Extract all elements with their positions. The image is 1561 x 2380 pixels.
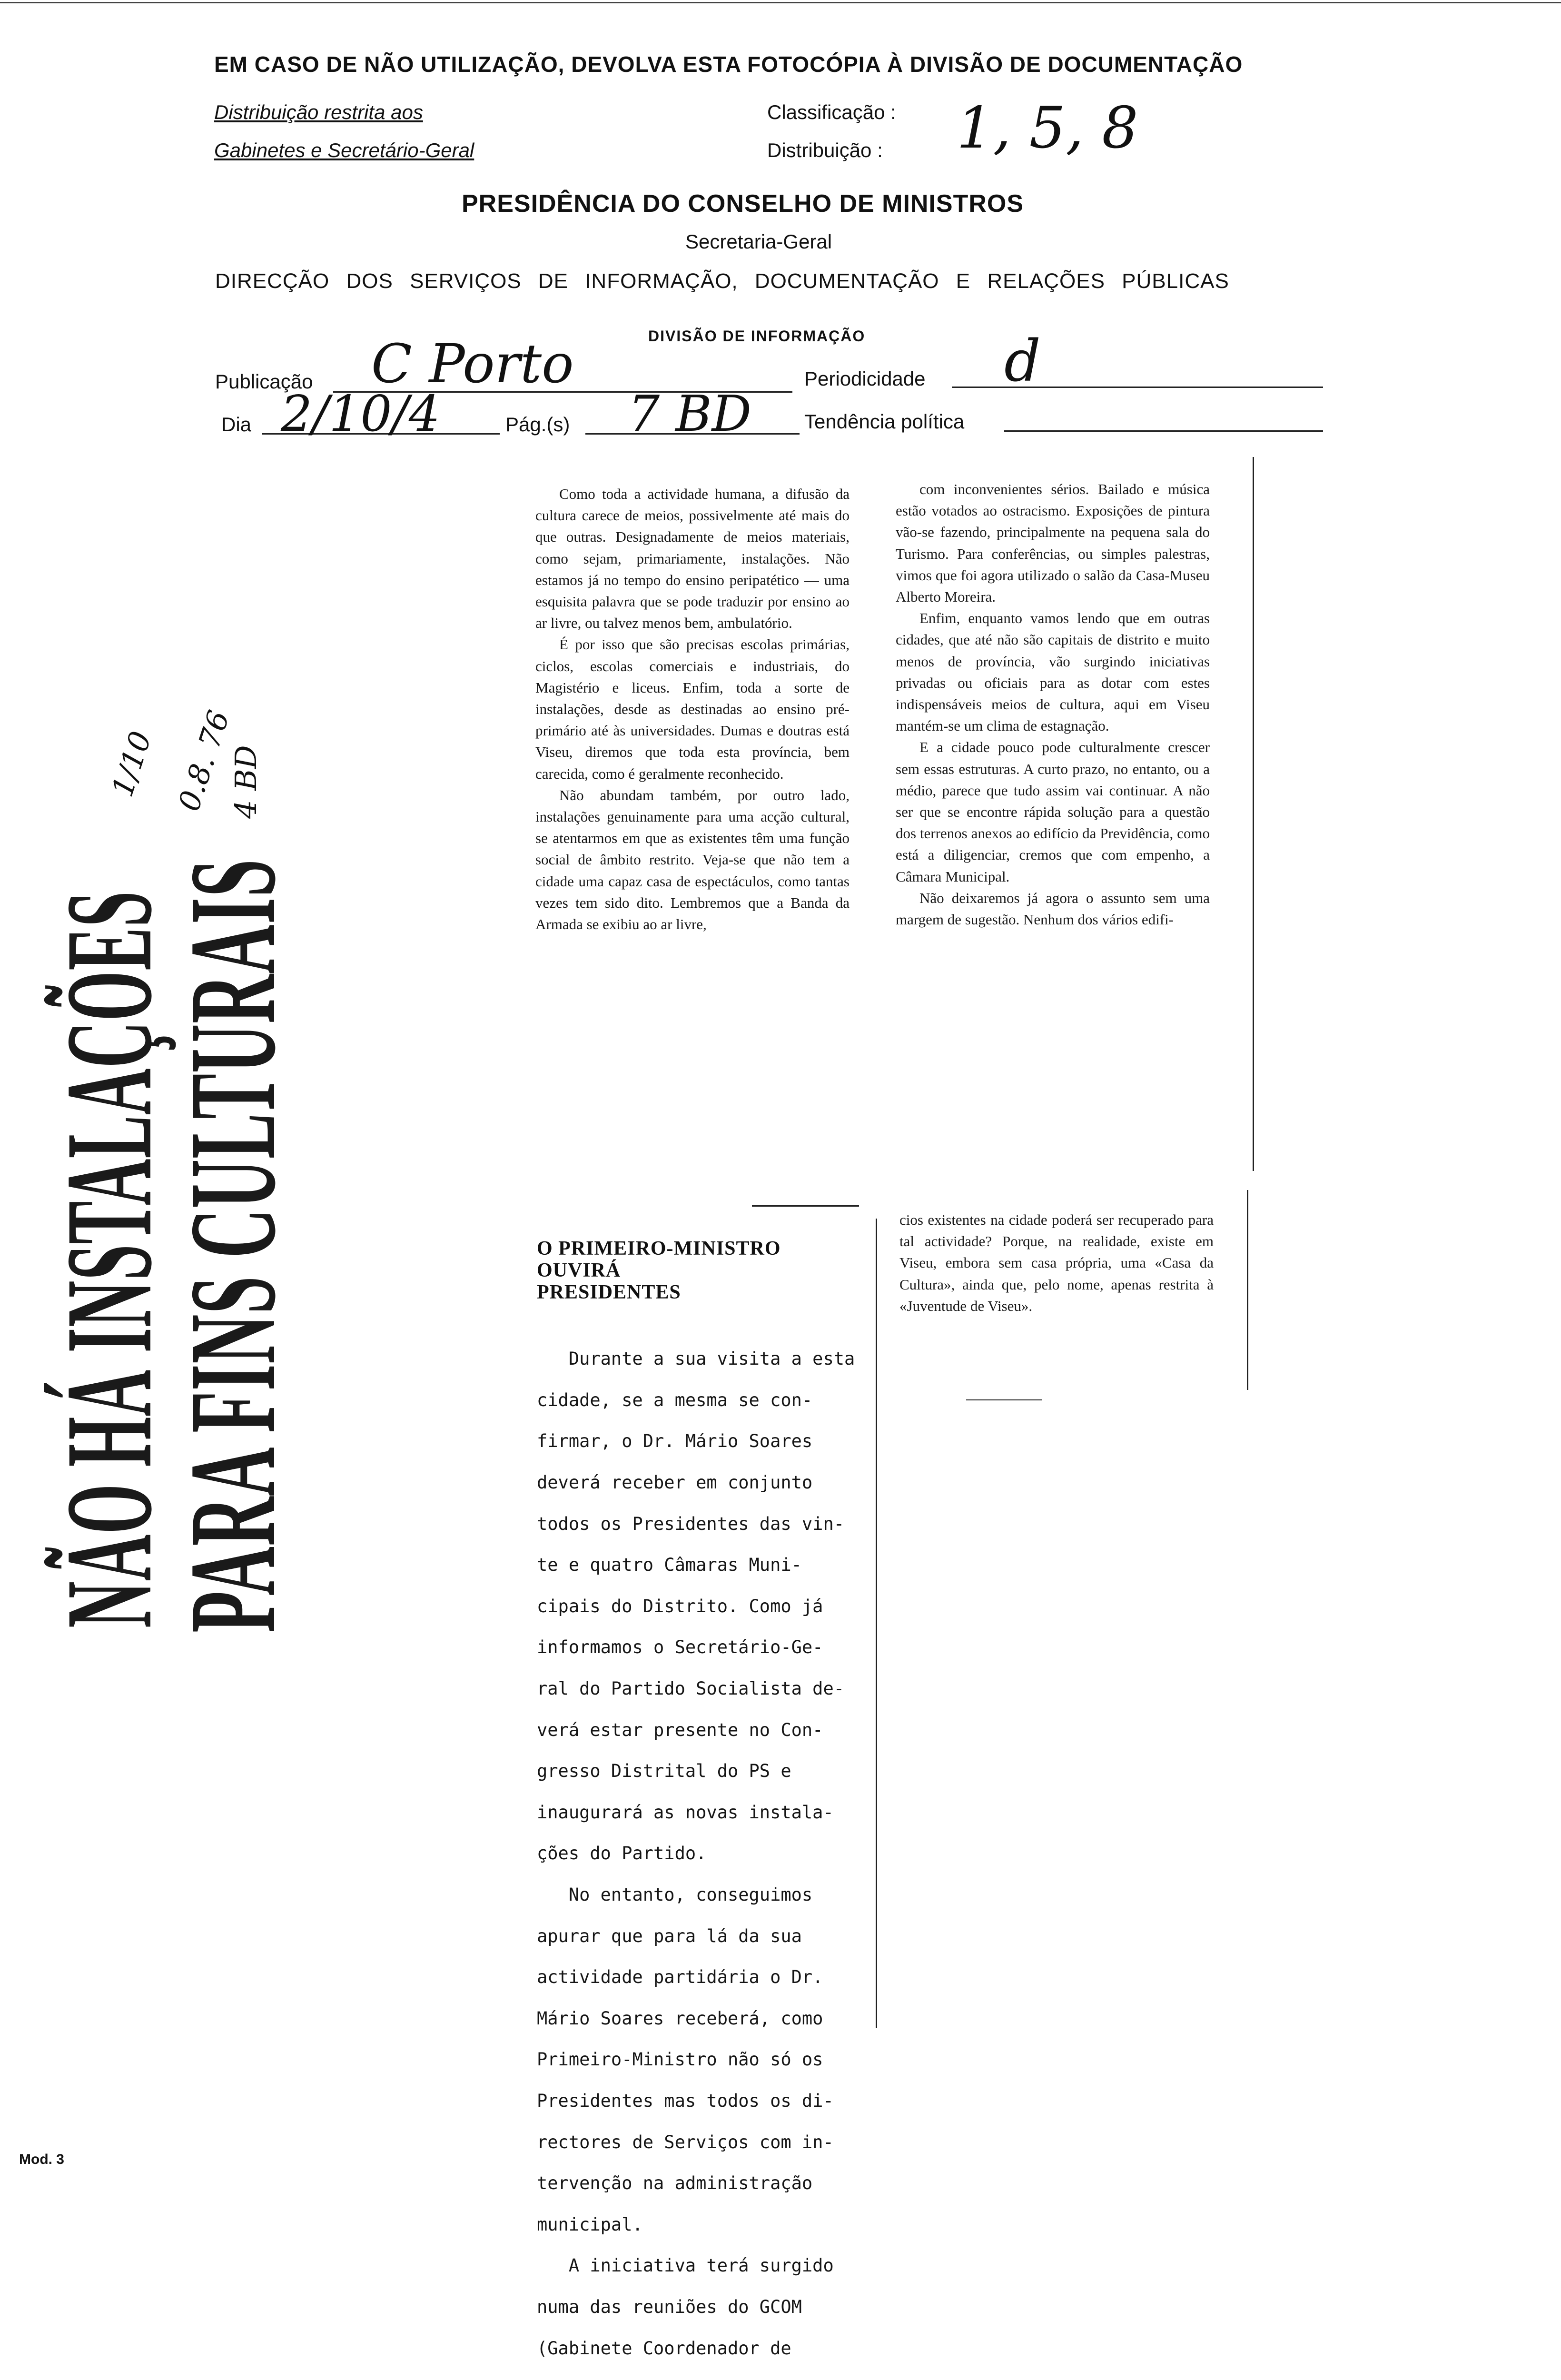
article2-line: municipal. (537, 2214, 643, 2235)
restricted-distribution-line2: Gabinetes e Secretário-Geral (214, 139, 474, 161)
form-code: Mod. 3 (19, 2152, 64, 2167)
article2-line: A iniciativa terá surgido (537, 2255, 834, 2276)
col1-paragraph: Não abundam também, por outro lado, instalações genuinamente para uma acção cultural, se atentarmos em que as existentes têm uma função social de âmbito restrito. Veja-se que não tem a cidade uma capaz casa de espectáculos, como tantas vezes tem sido dito. Lembremos que a Banda da Armada se exibiu ao ar livre, (535, 786, 850, 933)
headline-line1: NÃO HÁ INSTALAÇÕES (40, 891, 178, 1628)
col2-cont-paragraph: cios existentes na cidade poderá ser recuperado para tal actividade? Porque, na realidade, existe em Viseu, embora sem casa própria, uma «Casa da Cultura», ainda que, pelo nome, apenas restrita à «Juventude de Viseu». (899, 1211, 1214, 1314)
end-rule (966, 1399, 1042, 1400)
article2-subhead (537, 1238, 781, 1303)
dia-label: Dia (221, 413, 252, 436)
division-title: DIVISÃO DE INFORMAÇÃO (648, 327, 866, 345)
article2-subhead-line: O PRIMEIRO-MINISTRO (537, 1238, 781, 1259)
article2-line: Primeiro-Ministro não só os (537, 2049, 823, 2070)
article2-subhead-line: PRESIDENTES (537, 1281, 681, 1303)
article2-subhead-line: OUVIRÁ (537, 1259, 621, 1281)
dia-handwritten-value: 2/10/4 (281, 385, 440, 443)
periodicidade-handwritten-value: d (1004, 328, 1041, 395)
article-column-2-continuation (899, 1209, 1214, 1317)
article2-line: tervenção na administração (537, 2173, 813, 2194)
article2-line: (Gabinete Coordenador de (537, 2338, 791, 2359)
article2-line: firmar, o Dr. Mário Soares (537, 1431, 813, 1452)
article2-line: gresso Distrital do PS e (537, 1761, 791, 1782)
column-rule-right-lower (1247, 1190, 1248, 1390)
col2-paragraph: Não deixaremos já agora o assunto sem uma margem de sugestão. Nenhum dos vários edifi- (896, 889, 1210, 928)
section-rule (752, 1205, 859, 1207)
restricted-distribution-line1: Distribuição restrita aos (214, 101, 423, 123)
article2-line: deverá receber em conjunto (537, 1472, 813, 1493)
col2-paragraph: E a cidade pouco pode culturalmente crescer sem essas estruturas. A curto prazo, no entanto, ou a médio, parece que tudo assim vai continuar. A não ser que se encontre rápida solução para a questão dos terrenos anexos ao edifício da Previdência, como está a diligenciar, cremos que com empenho, a Câmara Municipal. (896, 739, 1210, 885)
org-title: PRESIDÊNCIA DO CONSELHO DE MINISTROS (462, 190, 1024, 218)
pag-label: Pág.(s) (505, 413, 570, 436)
headline-line2: PARA FINS CULTURAIS (164, 858, 301, 1633)
tendencia-line (1004, 430, 1323, 432)
article-column-2 (896, 478, 1210, 930)
article2-line (537, 2379, 879, 2380)
article2-line: Mário Soares receberá, como (537, 2008, 823, 2029)
org-subtitle: Secretaria-Geral (685, 230, 832, 253)
article2-line: ções do Partido. (537, 1843, 707, 1864)
directorate-title: DIRECÇÃO DOS SERVIÇOS DE INFORMAÇÃO, DOCUMENTAÇÃO E RELAÇÕES PÚBLICAS (215, 269, 1229, 293)
article2-line: ral do Partido Socialista de- (537, 1678, 845, 1699)
distribution-handwritten-value: 1, 5, 8 (957, 95, 1138, 161)
article2-line: Durante a sua visita a esta (537, 1349, 855, 1369)
margin-note-line2: 0.8. 76 (171, 706, 237, 815)
margin-note-line1: 1/10 (105, 727, 158, 801)
article2-line: rectores de Serviços com in- (537, 2132, 834, 2152)
article2-line: verá estar presente no Con- (537, 1719, 823, 1740)
col1-paragraph: Como toda a actividade humana, a difusão da cultura carece de meios, possivelmente até mais do que outras. Designadamente de meios materiais, como sejam, primariamente, instalações. Não estamos já no tempo do ensino peripatético — uma esquisita palavra que se pode traduzir por ensino ao ar livre, ou talvez menos bem, ambulatório. (535, 486, 850, 632)
col2-paragraph: com inconvenientes sérios. Bailado e música estão votados ao ostracismo. Exposições de pintura vão-se fazendo, principalmente na pequena sala do Turismo. Para conferências, ou simples palestras, vimos que foi agora utilizado o salão da Casa-Museu Alberto Moreira. (896, 481, 1210, 605)
article2-line: inaugurará as novas instala- (537, 1802, 834, 1823)
article2-line: cipais do Distrito. Como já (537, 1596, 823, 1616)
article2-line: apurar que para lá da sua (537, 1925, 802, 1946)
return-notice: EM CASO DE NÃO UTILIZAÇÃO, DEVOLVA ESTA FOTOCÓPIA À DIVISÃO DE DOCUMENTAÇÃO (214, 52, 1243, 77)
article2-line: te e quatro Câmaras Muni- (537, 1555, 802, 1576)
periodicidade-label: Periodicidade (804, 367, 926, 390)
pag-handwritten-value: 7 BD (628, 385, 752, 443)
article2-line: actividade partidária o Dr. (537, 1967, 823, 1988)
margin-note-line3: 4 BD (228, 745, 263, 819)
classification-label: Classificação : (767, 101, 896, 123)
col1-paragraph: É por isso que são precisas escolas primárias, ciclos, escolas comerciais e industriais, do Magistério e liceus. Enfim, toda a sorte de instalações, desde as destinadas ao ensino pré-primário até às universidades. Dumas e doutras está Viseu, diremos que toda esta província, bem carecida, como é geralmente reconhecido. (535, 636, 850, 782)
article2-body (537, 1328, 879, 2380)
article-column-1 (535, 483, 850, 935)
article2-line: informamos o Secretário-Ge- (537, 1637, 823, 1658)
article2-line: Presidentes mas todos os di- (537, 2090, 834, 2111)
article2-line: numa das reuniões do GCOM (537, 2296, 802, 2317)
article2-line: todos os Presidentes das vin- (537, 1513, 845, 1534)
top-border-line (0, 2, 1561, 3)
distribution-label: Distribuição : (767, 139, 883, 161)
tendencia-label: Tendência política (804, 410, 965, 433)
article2-line: cidade, se a mesma se con- (537, 1389, 813, 1410)
col2-paragraph: Enfim, enquanto vamos lendo que em outras cidades, que até não são capitais de distrito e muito menos de província, vão surgindo iniciativas privadas ou oficiais para as dotar com estes indispensáveis meios de cultura, aqui em Viseu mantém-se um clima de estagnação. (896, 610, 1210, 734)
column-rule-right (1253, 457, 1254, 1171)
publicacao-handwritten-value: C Porto (371, 333, 574, 395)
publicacao-label: Publicação (215, 370, 313, 393)
article2-line: No entanto, conseguimos (537, 1884, 813, 1905)
